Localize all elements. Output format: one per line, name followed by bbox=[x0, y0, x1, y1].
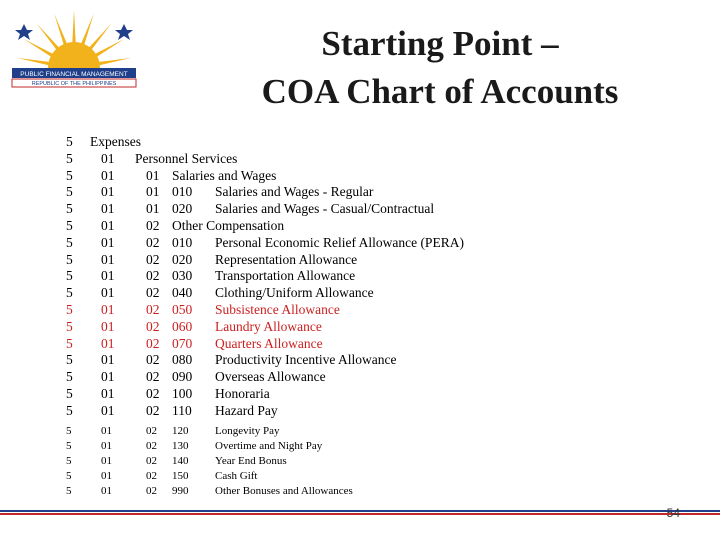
account-row bbox=[66, 369, 626, 386]
account-description: Expenses bbox=[90, 134, 141, 149]
account-row bbox=[66, 403, 626, 420]
code-group: 02 bbox=[146, 369, 160, 385]
code-group: 02 bbox=[146, 217, 160, 233]
code-class: 5 bbox=[66, 285, 73, 301]
account-description: Personnel Services bbox=[135, 150, 238, 166]
account-row bbox=[66, 218, 626, 235]
code-object: 140 bbox=[172, 454, 189, 467]
code-subclass: 01 bbox=[101, 439, 112, 452]
code-object: 030 bbox=[172, 268, 193, 284]
code-subclass: 01 bbox=[101, 268, 115, 284]
account-description: Overseas Allowance bbox=[215, 369, 326, 385]
code-group: 02 bbox=[146, 285, 160, 301]
account-description: Year End Bonus bbox=[215, 454, 287, 467]
code-object: 070 bbox=[172, 335, 193, 351]
page-number: 54 bbox=[666, 506, 680, 520]
code-subclass: 01 bbox=[101, 201, 115, 217]
code-class: 5 bbox=[66, 352, 73, 368]
logo-top-text: PUBLIC FINANCIAL MANAGEMENT bbox=[20, 71, 128, 78]
account-row bbox=[66, 168, 626, 185]
code-object: 020 bbox=[172, 201, 193, 217]
account-description: Productivity Incentive Allowance bbox=[215, 352, 397, 368]
code-class: 5 bbox=[66, 167, 73, 183]
code-subclass: 01 bbox=[101, 184, 115, 200]
account-description: Salaries and Wages - Casual/Contractual bbox=[215, 201, 435, 217]
account-row bbox=[66, 268, 626, 285]
logo-bottom-text: REPUBLIC OF THE PHILIPPINES bbox=[31, 81, 117, 87]
code-class: 5 bbox=[66, 134, 73, 149]
account-row bbox=[66, 201, 626, 218]
account-description: Overtime and Night Pay bbox=[215, 439, 323, 452]
code-group: 02 bbox=[146, 268, 160, 284]
sun-emblem-icon bbox=[6, 6, 142, 102]
code-class: 5 bbox=[66, 369, 73, 385]
title-line-2: COA Chart of Accounts bbox=[261, 72, 619, 111]
code-object: 120 bbox=[172, 424, 189, 437]
code-group: 02 bbox=[146, 251, 160, 267]
title-line-1: Starting Point – bbox=[321, 24, 559, 63]
code-class: 5 bbox=[66, 150, 73, 166]
code-class: 5 bbox=[66, 184, 73, 200]
code-subclass: 01 bbox=[101, 402, 115, 418]
code-group: 02 bbox=[146, 385, 160, 401]
code-group: 01 bbox=[146, 184, 160, 200]
code-subclass: 01 bbox=[101, 234, 115, 250]
code-class: 5 bbox=[66, 335, 73, 351]
code-group: 02 bbox=[146, 301, 160, 317]
account-row bbox=[66, 184, 626, 201]
code-class: 5 bbox=[66, 454, 72, 467]
code-group: 02 bbox=[146, 469, 157, 482]
account-row bbox=[66, 302, 626, 319]
code-subclass: 01 bbox=[101, 469, 112, 482]
account-description: Cash Gift bbox=[215, 469, 258, 482]
account-description: Hazard Pay bbox=[215, 402, 278, 418]
account-row bbox=[66, 151, 626, 168]
code-subclass: 01 bbox=[101, 369, 115, 385]
code-class: 5 bbox=[66, 217, 73, 233]
code-group: 02 bbox=[146, 439, 157, 452]
footer-red-line bbox=[0, 513, 720, 515]
account-description: Clothing/Uniform Allowance bbox=[215, 285, 374, 301]
code-object: 080 bbox=[172, 352, 193, 368]
code-class: 5 bbox=[66, 268, 73, 284]
code-object: 060 bbox=[172, 318, 193, 334]
code-group: 02 bbox=[146, 484, 157, 497]
code-object: 110 bbox=[172, 402, 192, 418]
code-object: 100 bbox=[172, 385, 193, 401]
code-group: 02 bbox=[146, 454, 157, 467]
code-object: 150 bbox=[172, 469, 189, 482]
account-description: Representation Allowance bbox=[215, 251, 358, 267]
account-row bbox=[66, 439, 626, 454]
account-row bbox=[66, 352, 626, 369]
code-subclass: 01 bbox=[101, 352, 115, 368]
code-group: 02 bbox=[146, 318, 160, 334]
code-group: 02 bbox=[146, 402, 160, 418]
code-subclass: 01 bbox=[101, 424, 112, 437]
code-class: 5 bbox=[66, 201, 73, 217]
code-subclass: 01 bbox=[101, 335, 115, 351]
code-subclass: 01 bbox=[101, 285, 115, 301]
code-object: 050 bbox=[172, 301, 193, 317]
account-row bbox=[66, 235, 626, 252]
code-group: 02 bbox=[146, 335, 160, 351]
code-class: 5 bbox=[66, 439, 72, 452]
code-class: 5 bbox=[66, 402, 73, 418]
account-row bbox=[66, 424, 626, 439]
code-group: 01 bbox=[146, 167, 160, 183]
code-class: 5 bbox=[66, 234, 73, 250]
code-subclass: 01 bbox=[101, 484, 112, 497]
code-group: 02 bbox=[146, 234, 160, 250]
footer-blue-line bbox=[0, 510, 720, 512]
account-description: Other Compensation bbox=[172, 217, 285, 233]
account-row bbox=[66, 252, 626, 269]
code-class: 5 bbox=[66, 424, 72, 437]
chart-of-accounts-list bbox=[66, 134, 626, 499]
code-subclass: 01 bbox=[101, 217, 115, 233]
code-subclass: 01 bbox=[101, 454, 112, 467]
code-object: 020 bbox=[172, 251, 193, 267]
account-row bbox=[66, 386, 626, 403]
code-subclass: 01 bbox=[101, 150, 115, 166]
code-object: 040 bbox=[172, 285, 193, 301]
account-description: Salaries and Wages bbox=[172, 167, 277, 183]
account-description: Personal Economic Relief Allowance (PERA) bbox=[215, 234, 464, 250]
account-description: Transportation Allowance bbox=[215, 268, 356, 284]
account-description: Subsistence Allowance bbox=[215, 301, 340, 317]
code-group: 02 bbox=[146, 424, 157, 437]
account-row bbox=[66, 484, 626, 499]
pfm-logo bbox=[6, 6, 142, 102]
account-row bbox=[66, 285, 626, 302]
account-description: Honoraria bbox=[215, 385, 270, 401]
account-description: Other Bonuses and Allowances bbox=[215, 484, 353, 497]
code-object: 010 bbox=[172, 234, 193, 250]
code-group: 02 bbox=[146, 352, 160, 368]
code-object: 990 bbox=[172, 484, 189, 497]
code-class: 5 bbox=[66, 251, 73, 267]
code-subclass: 01 bbox=[101, 251, 115, 267]
account-row bbox=[66, 319, 626, 336]
account-row bbox=[66, 134, 626, 151]
account-description: Laundry Allowance bbox=[215, 318, 322, 334]
account-description: Quarters Allowance bbox=[215, 335, 323, 351]
code-class: 5 bbox=[66, 385, 73, 401]
slide-title bbox=[160, 20, 720, 116]
code-object: 090 bbox=[172, 369, 193, 385]
code-object: 130 bbox=[172, 439, 189, 452]
account-description: Salaries and Wages - Regular bbox=[215, 184, 374, 200]
code-subclass: 01 bbox=[101, 301, 115, 317]
code-class: 5 bbox=[66, 484, 72, 497]
account-description: Longevity Pay bbox=[215, 424, 280, 437]
code-class: 5 bbox=[66, 469, 72, 482]
code-subclass: 01 bbox=[101, 167, 115, 183]
code-subclass: 01 bbox=[101, 385, 115, 401]
code-object: 010 bbox=[172, 184, 193, 200]
code-class: 5 bbox=[66, 318, 73, 334]
code-group: 01 bbox=[146, 201, 160, 217]
code-class: 5 bbox=[66, 301, 73, 317]
account-row bbox=[66, 336, 626, 353]
account-row bbox=[66, 469, 626, 484]
account-row bbox=[66, 454, 626, 469]
code-subclass: 01 bbox=[101, 318, 115, 334]
